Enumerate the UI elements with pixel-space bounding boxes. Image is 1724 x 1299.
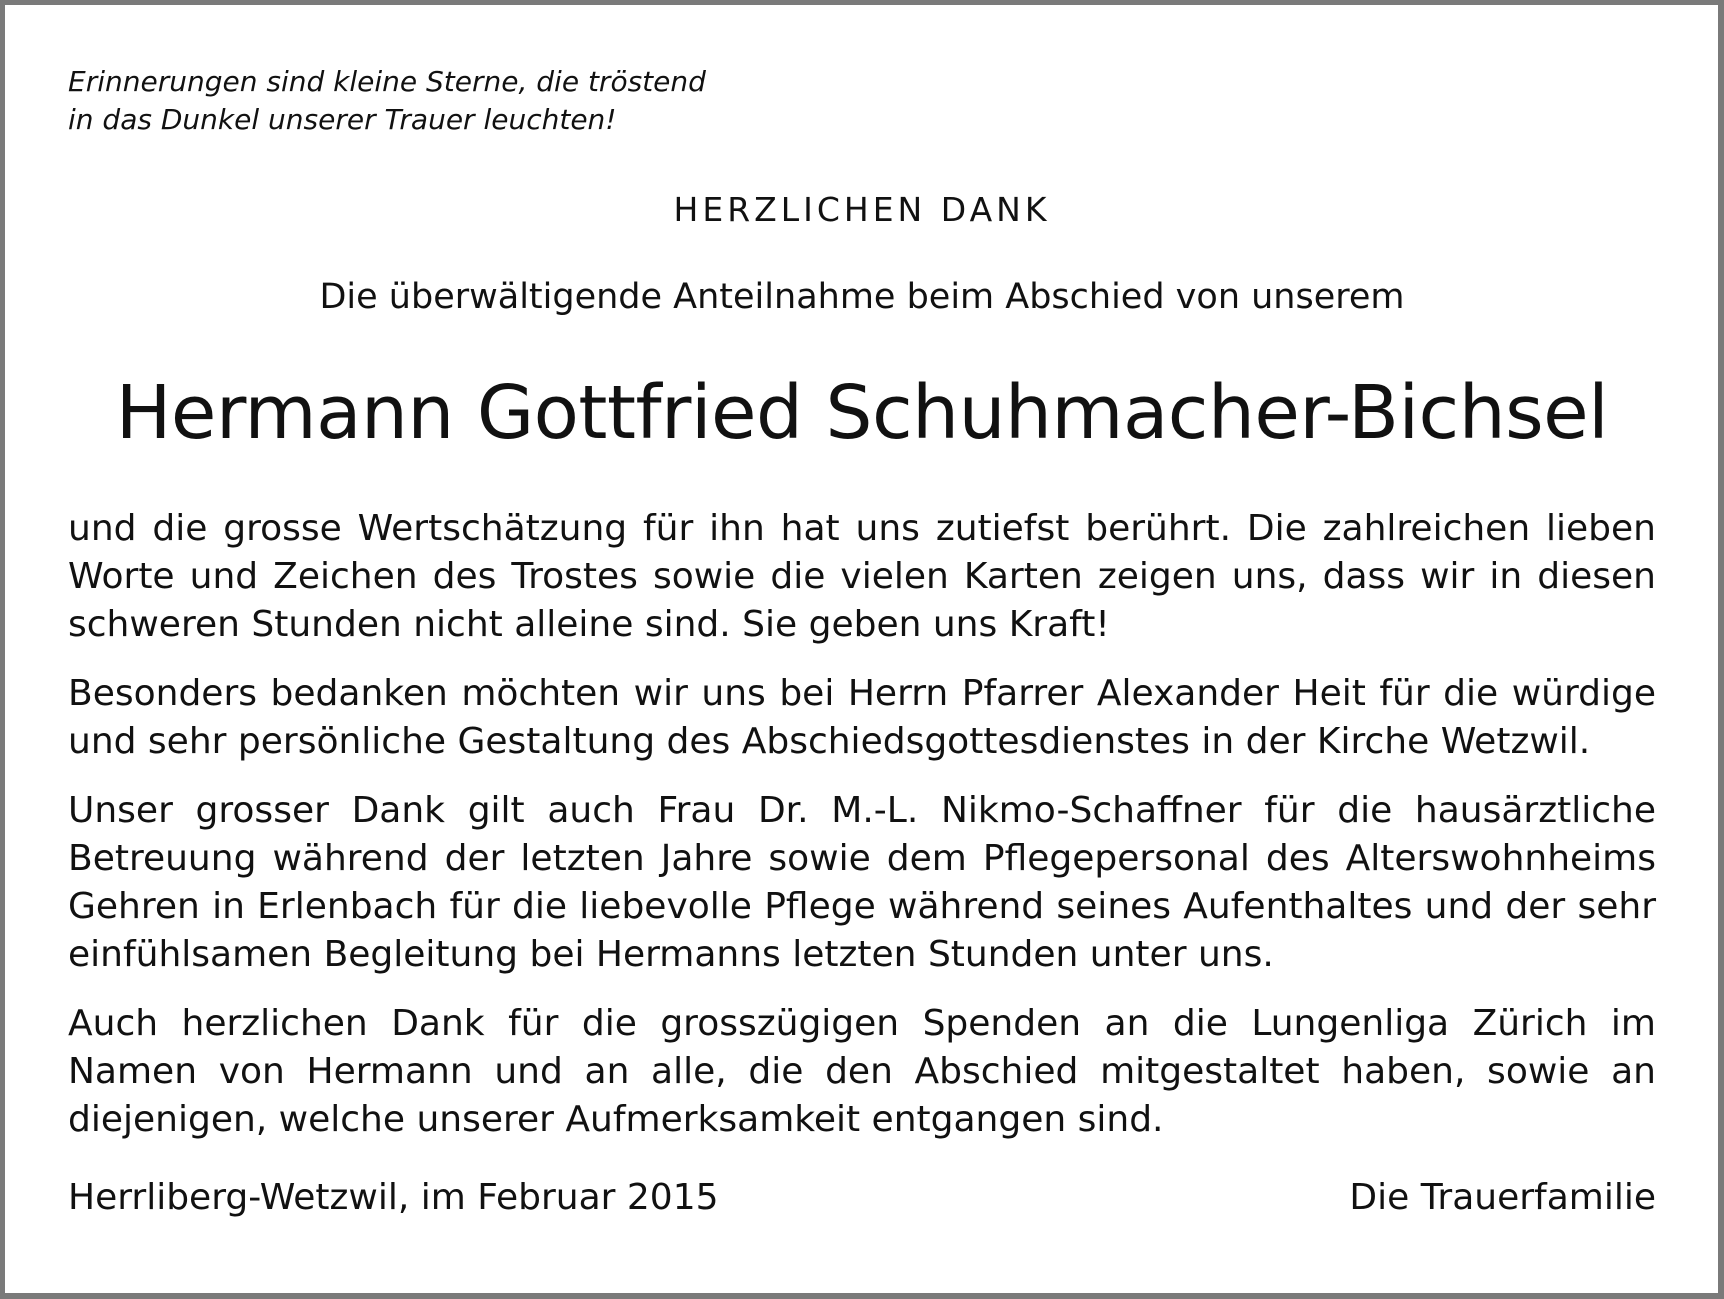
motto [68,63,706,139]
notice-body [68,505,1656,1165]
paragraph: Besonders bedanken möchten wir uns bei Herrn Pfarrer Alexander Heit für die würdige und sehr persönliche Gestaltung des Abschiedsgottesdienstes in der Kirche Wetzwil. [68,673,1656,762]
notice-footer [68,1174,1656,1222]
place-date: Herrliberg-Wetzwil, im Februar 2015 [68,1177,719,1218]
paragraph: Unser grosser Dank gilt auch Frau Dr. M.-L. Nikmo-Schaffner für die hausärztliche Betreuung während der letzten Jahre sowie dem Pflegepersonal des Alterswohnheims Gehren in Erlenbach für die liebevolle Pflege während seines Aufenthaltes und der sehr einfühlsamen Begleitung bei Hermanns letzten Stunden unter uns. [68,790,1656,975]
paragraph: Auch herzlichen Dank für die grosszügigen Spenden an die Lungenliga Zürich im Namen von Hermann und an alle, die den Abschied mitgestaltet haben, sowie an diejenigen, welche unserer Aufmerksamkeit entgangen sind. [68,1003,1656,1140]
deceased-name: Hermann Gottfried Schuhmacher-Bichsel [115,370,1609,456]
motto-line: in das Dunkel unserer Trauer leuchten! [68,103,617,136]
motto-line: Erinnerungen sind kleine Sterne, die tröstend [68,65,706,98]
notice-heading: HERZLICHEN DANK [673,190,1051,229]
intro-line: Die überwältigende Anteilnahme beim Abschied von unserem [319,277,1405,317]
paragraph: und die grosse Wertschätzung für ihn hat uns zutiefst berührt. Die zahlreichen lieben Worte und Zeichen des Trostes sowie die vielen Karten zeigen uns, dass wir in diesen schweren Stunden nicht alleine sind. Sie geben uns Kraft! [68,508,1656,645]
signature: Die Trauerfamilie [1349,1177,1656,1218]
